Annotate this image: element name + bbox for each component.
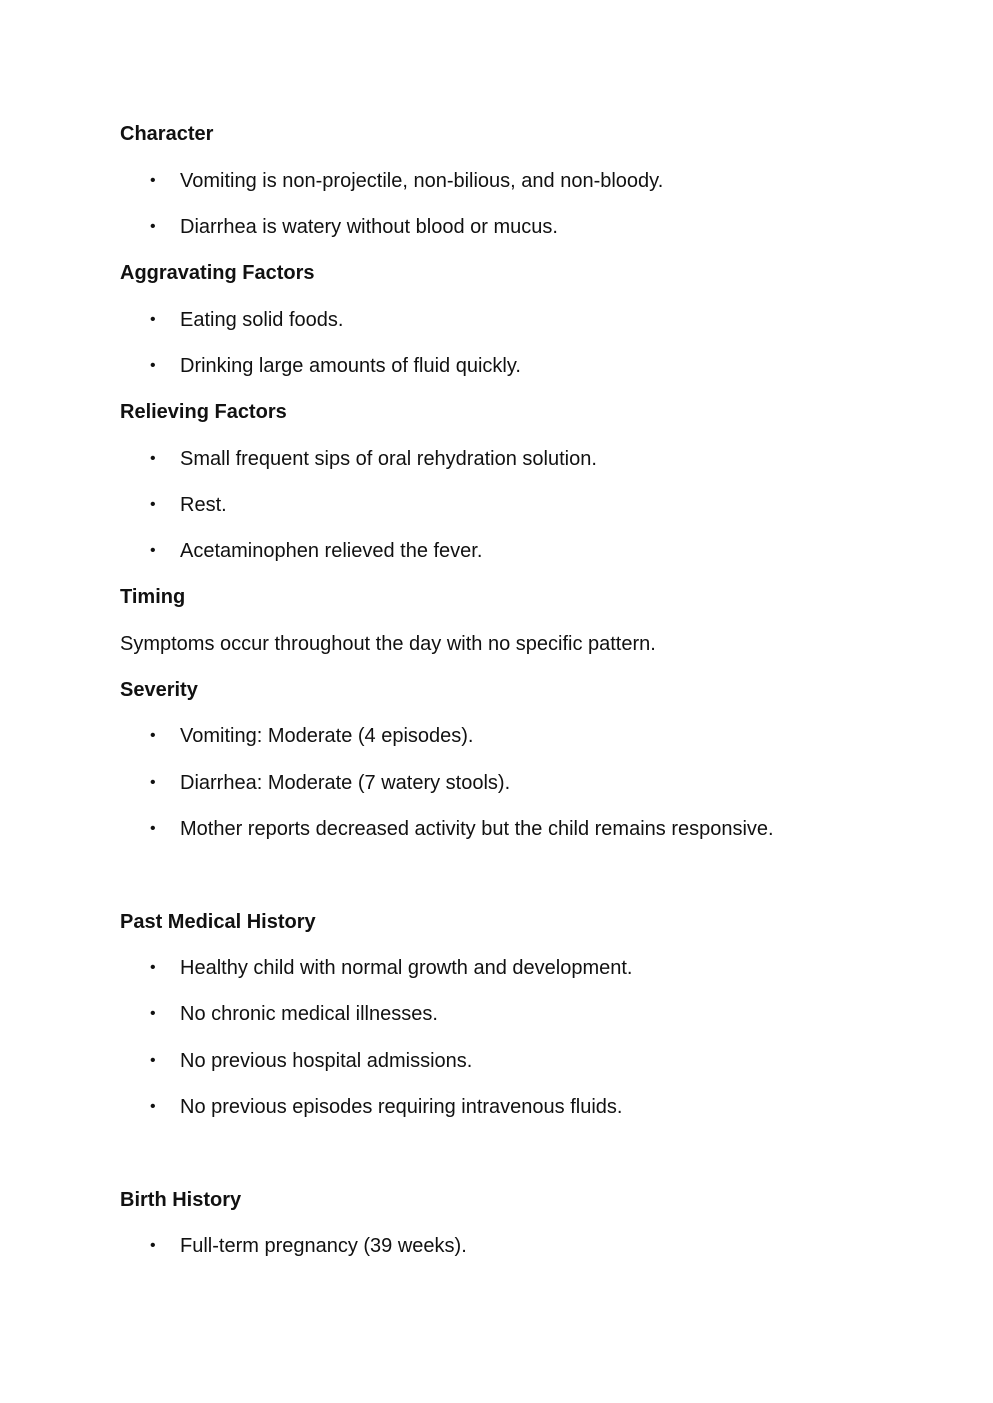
bullet-icon: • xyxy=(150,218,156,235)
list-item-text: Healthy child with normal growth and development. xyxy=(180,957,633,979)
bullet-icon: • xyxy=(150,172,156,189)
section-heading-relieving-factors: Relieving Factors xyxy=(120,401,287,423)
list-item-text: Eating solid foods. xyxy=(180,309,344,331)
list-item-text: Full-term pregnancy (39 weeks). xyxy=(180,1235,467,1257)
list-item-text: Small frequent sips of oral rehydration solution. xyxy=(180,448,597,470)
list-item xyxy=(150,493,227,517)
list-item-text: Vomiting: Moderate (4 episodes). xyxy=(180,725,474,747)
list-item xyxy=(150,354,521,378)
bullet-icon: • xyxy=(150,959,156,976)
list-item xyxy=(150,539,482,563)
section-heading-severity: Severity xyxy=(120,679,198,701)
list-item xyxy=(150,817,774,841)
bullet-icon: • xyxy=(150,542,156,559)
list-item xyxy=(150,1002,438,1026)
list-item xyxy=(150,771,510,795)
bullet-icon: • xyxy=(150,496,156,513)
bullet-icon: • xyxy=(150,1005,156,1022)
bullet-icon: • xyxy=(150,311,156,328)
bullet-icon: • xyxy=(150,450,156,467)
list-item-text: Drinking large amounts of fluid quickly. xyxy=(180,355,521,377)
bullet-icon: • xyxy=(150,357,156,374)
bullet-icon: • xyxy=(150,1098,156,1115)
bullet-icon: • xyxy=(150,1237,156,1254)
list-item xyxy=(150,447,597,471)
bullet-icon: • xyxy=(150,774,156,791)
list-item-text: No previous episodes requiring intravenous fluids. xyxy=(180,1096,623,1118)
list-item xyxy=(150,308,343,332)
list-item xyxy=(150,1049,472,1073)
section-heading-aggravating-factors: Aggravating Factors xyxy=(120,262,315,284)
list-item-text: Mother reports decreased activity but the child remains responsive. xyxy=(180,818,774,840)
list-item xyxy=(150,1095,622,1119)
section-heading-past-medical-history: Past Medical History xyxy=(120,911,316,933)
list-item xyxy=(150,169,663,193)
list-item-text: Rest. xyxy=(180,494,227,516)
list-item-text: Acetaminophen relieved the fever. xyxy=(180,540,483,562)
bullet-icon: • xyxy=(150,820,156,837)
list-item-text: Diarrhea is watery without blood or mucus. xyxy=(180,216,558,238)
list-item xyxy=(150,724,474,748)
section-heading-birth-history: Birth History xyxy=(120,1189,242,1211)
bullet-icon: • xyxy=(150,1052,156,1069)
list-item xyxy=(150,215,558,239)
list-item xyxy=(150,956,632,980)
section-heading-timing: Timing xyxy=(120,586,186,608)
bullet-icon: • xyxy=(150,727,156,744)
list-item-text: Vomiting is non-projectile, non-bilious, and non-bloody. xyxy=(180,170,664,192)
section-heading-character: Character xyxy=(120,123,214,145)
list-item-text: No chronic medical illnesses. xyxy=(180,1003,438,1025)
list-item xyxy=(150,1234,467,1258)
timing-paragraph: Symptoms occur throughout the day with no specific pattern. xyxy=(120,633,656,655)
list-item-text: No previous hospital admissions. xyxy=(180,1050,473,1072)
list-item-text: Diarrhea: Moderate (7 watery stools). xyxy=(180,772,511,794)
